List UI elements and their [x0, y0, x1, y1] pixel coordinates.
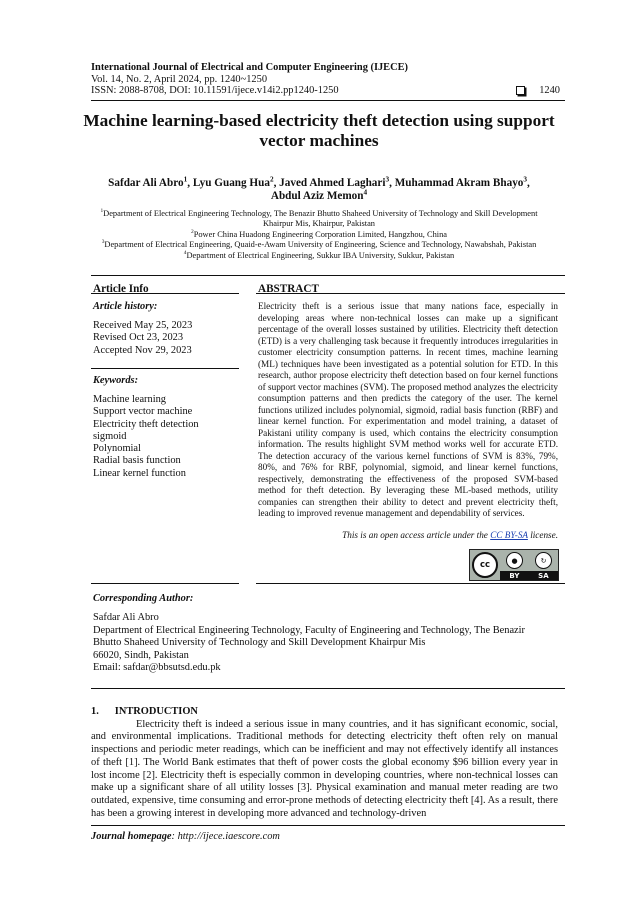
info-bottom-rule [91, 583, 239, 584]
received-date: Received May 25, 2023 [93, 320, 193, 331]
info-top-rule [91, 275, 565, 276]
affiliation-1: $^1$Department of Electrical Engineering Technology, The Benazir Bhutto Shaheed University of Technology and Skill Development Khairpur Mis, Khairpur, Pakistan [100, 208, 538, 229]
corresponding-postal: 66020, Sindh, Pakistan [93, 649, 189, 661]
share-alike-icon: ↻ [535, 552, 552, 569]
affiliation-4: $^4$Department of Electrical Engineering, Sukkur IBA University, Sukkur, Pakistan [183, 249, 455, 260]
footer-url[interactable]: : http://ijece.iaescore.com [171, 831, 280, 842]
affiliation-2: $^2$Power China Huadong Engineering Corporation Limited, Hangzhou, China [190, 229, 447, 239]
corresponding-univ: Bhutto Shaheed University of Technology and Skill Development Khairpur Mis [93, 637, 426, 649]
author-4: Muhammad Akram Bhayo$^3$ [394, 175, 528, 189]
corresponding-block [93, 612, 525, 675]
accepted-date: Accepted Nov 29, 2023 [93, 344, 192, 356]
page-number: 1240 [539, 85, 560, 96]
keywords-list [93, 394, 199, 480]
keyword: Radial basis function [93, 455, 181, 467]
cc-by-sa-badge[interactable] [469, 549, 559, 581]
history-list [93, 320, 192, 357]
author-1: Safdar Ali Abro$^1$ [108, 175, 188, 189]
keyword: Linear kernel function [93, 467, 186, 479]
corresponding-email: Email: safdar@bbsutsd.edu.pk [93, 662, 221, 674]
keywords-rule [91, 368, 239, 369]
license-link[interactable]: CC BY-SA [490, 530, 528, 540]
keyword: Polynomial [93, 443, 141, 455]
badge-by: BY [509, 571, 520, 580]
footer [91, 831, 280, 842]
abstract-heading: ABSTRACT [258, 283, 319, 295]
author-5: Abdul Aziz Memon$^4$ [270, 188, 368, 203]
badge-sa: SA [538, 571, 549, 580]
cc-logo-icon: cc [472, 552, 498, 578]
journal-volume: Vol. 14, No. 2, April 2024, pp. 1240~1250 [91, 73, 268, 85]
keyword: sigmoid [93, 430, 127, 442]
revised-date: Revised Oct 23, 2023 [93, 332, 184, 344]
keyword: Electricity theft detection [93, 418, 199, 430]
corresponding-label: Corresponding Author: [93, 593, 194, 604]
paper-title: Machine learning-based electricity theft detection using support vector machines [83, 111, 555, 150]
journal-name: International Journal of Electrical and Computer Engineering (IJECE) [91, 62, 409, 73]
author-2: Lyu Guang Hua$^2$ [192, 175, 274, 189]
affiliation-list [88, 209, 550, 261]
introduction-section [91, 706, 558, 820]
footer-label: Journal homepage [91, 831, 172, 842]
author-list: Safdar Ali Abro$^1$, Lyu Guang Hua$^2$, Javed Ahmed Laghari$^3$, Muhammad Akram Bhayo$^3$, Abdul Aziz Memon$^4$ [108, 175, 530, 203]
square-icon [516, 86, 525, 95]
history-label: Article history: [93, 301, 158, 312]
author-3: Javed Ahmed Laghari$^3$ [279, 175, 390, 189]
article-info-heading: Article Info [93, 283, 149, 295]
keyword: Machine learning [93, 394, 166, 405]
keywords-label: Keywords: [93, 375, 139, 386]
abstract-text: Electricity theft is a serious issue that many nations face, especially in developing areas where non-technical losses can make up a significant percentage of the overall losses sustained by utilities. Electricity theft detection (ETD) is a very challenging task because it frequently introduces irregularities in customer electricity consumption patterns. In recent times, machine learning (ML) techniques have been investigated as a potential solution for ETD. In this research, author propose electricity theft detection based on four kernel functions of support vector machines (SVM). The proposed method analyzes the electricity consumption patterns and then predicts the category of the user. The kernel functions utilized includes polynomial, sigmoid, radial basis function (RBF) and linear kernel function. For experimentation and model training, a dataset of Pakistani utility company is used, which contains the electricity consumption information. The results highlight SVM method works well for accurate ETD. The detection accuracy of the various kernel functions of SVM is 83%, 79%, 80%, and 76% for RBF, polynomial, sigmoid, and linear kernel functions, respectively, demonstrating the effectiveness of the proposed SVM-based method for theft detection. By leveraging these ML-based methods, utility companies can strengthen their ability to detect and prevent electricity theft, leading to improved revenue management and dependability of services. [258, 301, 558, 518]
license-line: This is an open access article under the CC BY-SA license. [342, 530, 558, 540]
keyword: Support vector machine [93, 406, 193, 418]
corresponding-bottom-rule [91, 688, 565, 689]
footer-rule [91, 825, 565, 826]
introduction-text: Electricity theft is indeed a serious issue in many countries, and it has significant economic, social, and environmental implications. Traditional methods for detecting electricity theft often rely on manual inspections and periodic meter readings, which can be inefficient and may not effectively identify all instances of theft [1]. The World Bank estimates that theft of power costs the global economy $96 billion every year in lost income [2]. Electricity theft is especially common in developing countries, where non-technical losses can make up a significant share of all utility losses [3]. Physical examination and manual meter reading are two outdated, expensive, time consuming and error-prone methods of detecting electricity theft [4]. As a result, there has been a growing interest in developing more advanced and technology-driven [91, 718, 558, 819]
page-number-area [516, 85, 560, 96]
attribution-icon: ● [506, 552, 523, 569]
header-rule [91, 100, 565, 101]
abstract-bottom-rule [256, 583, 565, 584]
affiliation-3: $^3$Department of Electrical Engineering, Quaid-e-Awam University of Engineering, Science and Technology, Nawabshah, Pakistan [101, 239, 537, 250]
corresponding-dept: Department of Electrical Engineering Technology, Faculty of Engineering and Technology, The Benazir [93, 624, 526, 636]
journal-issn: ISSN: 2088-8708, DOI: 10.11591/ijece.v14i2.pp1240-1250 [91, 85, 339, 97]
journal-header [91, 62, 408, 97]
corresponding-name: Safdar Ali Abro [93, 612, 159, 623]
introduction-heading: 1. INTRODUCTION [91, 706, 198, 717]
